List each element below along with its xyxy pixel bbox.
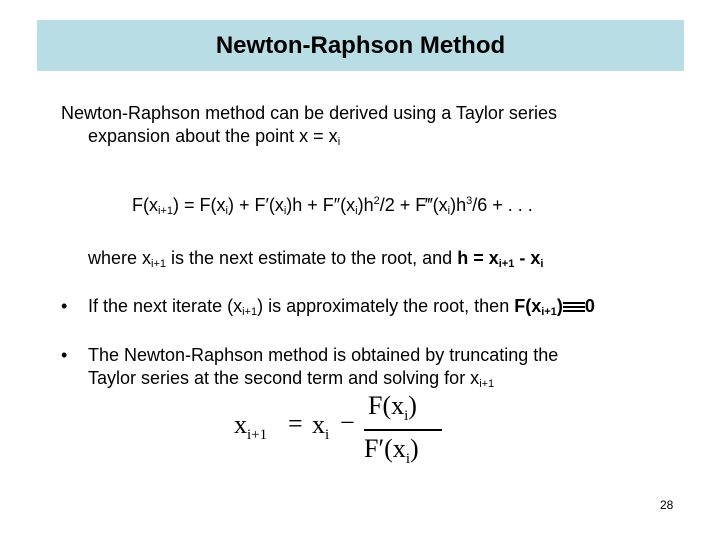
intro-line-1: Newton-Raphson method can be derived using a Taylor series xyxy=(61,103,557,123)
slide-title: Newton-Raphson Method xyxy=(215,31,506,59)
formula-minus: − xyxy=(340,408,355,437)
formula-xi: $x_i$ xyxy=(312,410,330,443)
fraction-bar xyxy=(364,429,442,431)
formula-equals: = xyxy=(288,409,303,438)
taylor-expansion: $F(x_{i+1}) = F(x_i) + F'(x_i)h + F''(x_i)h^2/2$ + $F‴(x_i)h^3/6$ + . . . xyxy=(132,195,533,217)
where-definition: where $x_{i+1}$ is the next estimate to the root, and $h = x_{i+1} - x_i$ xyxy=(88,248,544,270)
newton-raphson-formula xyxy=(232,392,452,468)
page-number: 28 xyxy=(660,498,674,512)
approx-equal-icon xyxy=(563,300,585,314)
formula-denominator: $F'(x_i)$ xyxy=(364,434,419,467)
bullet-marker-2: • xyxy=(61,345,68,365)
bullet-marker-1: • xyxy=(61,296,68,316)
bullet-2-line-2: Taylor series at the second term and solving for $x_{i+1}$ xyxy=(88,368,495,390)
formula-lhs: $x_{i+1}$ xyxy=(234,410,268,443)
bullet-2-line-1: The Newton-Raphson method is obtained by truncating the xyxy=(88,345,559,365)
bullet-1-text: If the next iterate $(x_{i+1})$ is approximately the root, then $F(x_{i+1})$ 0 xyxy=(88,296,595,318)
title-banner xyxy=(37,20,684,71)
intro-line-2: expansion about the point $x = x_i$ xyxy=(88,126,341,148)
formula-numerator: $F(x_i)$ xyxy=(368,391,417,424)
